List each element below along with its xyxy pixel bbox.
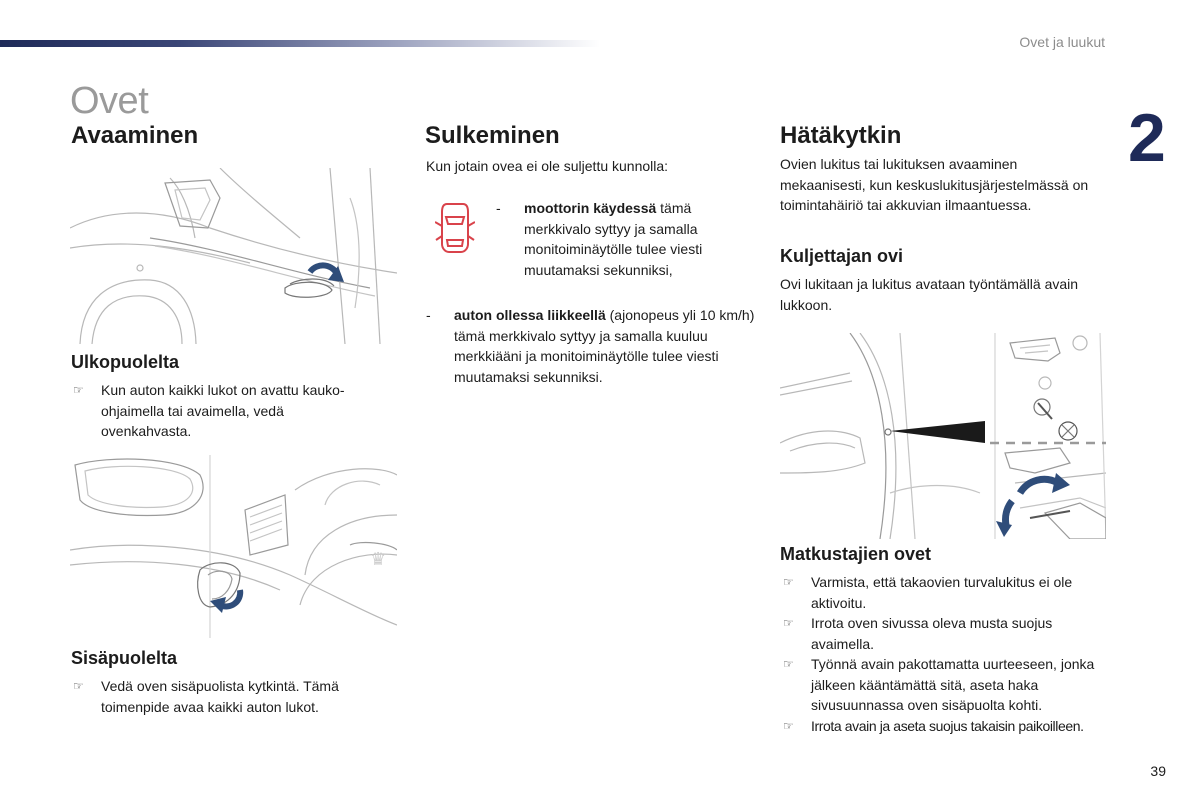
heading-sulkeminen: Sulkeminen [425,122,560,149]
heading-kuljettajan-ovi: Kuljettajan ovi [780,246,904,266]
warning-item-text [426,305,756,387]
outside-open-list [73,380,363,442]
driver-door-text: Ovi lukitaan ja lukitus avataan työntämällä avain lukkoon. [780,276,1079,313]
list-item [783,613,1108,654]
list-item-text: Vedä oven sisäpuolista kytkintä. Tämä toimenpide avaa kaikki auton lukot. [101,678,339,715]
list-item [783,572,1108,613]
door-lock-mechanism-illustration [780,333,1106,539]
passenger-doors-list [783,572,1108,736]
warning-item-moving [426,305,756,387]
interior-door-handle-illustration [70,455,397,638]
warning-item-rest: (ajonopeus yli 10 km/h) tämä merkkivalo syttyy ja samalla kuuluu merkkiääni ja monitoiminäytölle tulee viesti muutamaksi sekunniksi. [454,307,755,385]
svg-text:♛: ♛ [370,549,387,569]
header-gradient-rule [0,40,600,47]
pointing-hand-icon: ☞ [73,383,84,397]
warning-item-bold: auton ollessa liikkeellä [454,307,606,323]
warning-item-rest: tämä merkkivalo syttyy ja samalla monitoiminäytölle tulee viesti muutamaksi sekunniksi, [524,200,703,278]
list-item-text: Irrota oven sivussa oleva musta suojus avaimella. [811,615,1053,652]
closing-intro: Kun jotain ovea ei ole suljettu kunnolla: [426,158,669,174]
pointing-hand-icon: ☞ [783,616,794,630]
dash-marker: - [426,307,431,323]
heading-matkustajien-ovet: Matkustajien ovet [780,544,932,564]
heading-hatakytkin: Hätäkytkin [780,122,902,149]
list-item [783,654,1108,716]
section-header: Ovet ja luukut [1019,34,1105,50]
heading-sisapuolelta: Sisäpuolelta [71,648,178,668]
open-door-warning-icon [435,200,475,256]
heading-avaaminen: Avaaminen [71,122,199,149]
list-item [73,380,363,442]
list-item-text: Kun auton kaikki lukot on avattu kauko-ohjaimella tai avaimella, vedä ovenkahvasta. [101,382,345,439]
list-item-text: Irrota avain ja aseta suojus takaisin paikoilleen. [811,717,1084,734]
heading-ulkopuolelta: Ulkopuolelta [71,352,180,372]
page-number: 39 [1150,763,1166,779]
dash-marker: - [496,200,501,216]
page-title: Ovet [70,80,149,122]
warning-item-bold: moottorin käydessä [524,200,657,216]
list-item [73,676,373,717]
warning-item-text [496,198,736,280]
pointing-hand-icon: ☞ [783,718,794,733]
list-item-text: Työnnä avain pakottamatta uurteeseen, jonka jälkeen kääntämättä sitä, aseta haka sivusuunnassa oven sisäpuolta kohti. [811,656,1095,713]
chapter-number: 2 [1128,100,1166,176]
list-item-text: Varmista, että takaovien turvalukitus ei ole aktivoitu. [811,574,1073,611]
pointing-hand-icon: ☞ [783,575,794,589]
pointing-hand-icon: ☞ [73,679,84,693]
pointing-hand-icon: ☞ [783,657,794,671]
inside-open-list [73,676,373,717]
list-item [783,716,1108,737]
warning-item-engine-running [496,198,736,280]
emergency-intro: Ovien lukitus tai lukituksen avaaminen mekaanisesti, kun keskuslukitusjärjestelmässä on toimintahäiriö tai akkuvian ilmaantuessa. [780,156,1089,213]
exterior-door-handle-illustration [70,168,397,344]
